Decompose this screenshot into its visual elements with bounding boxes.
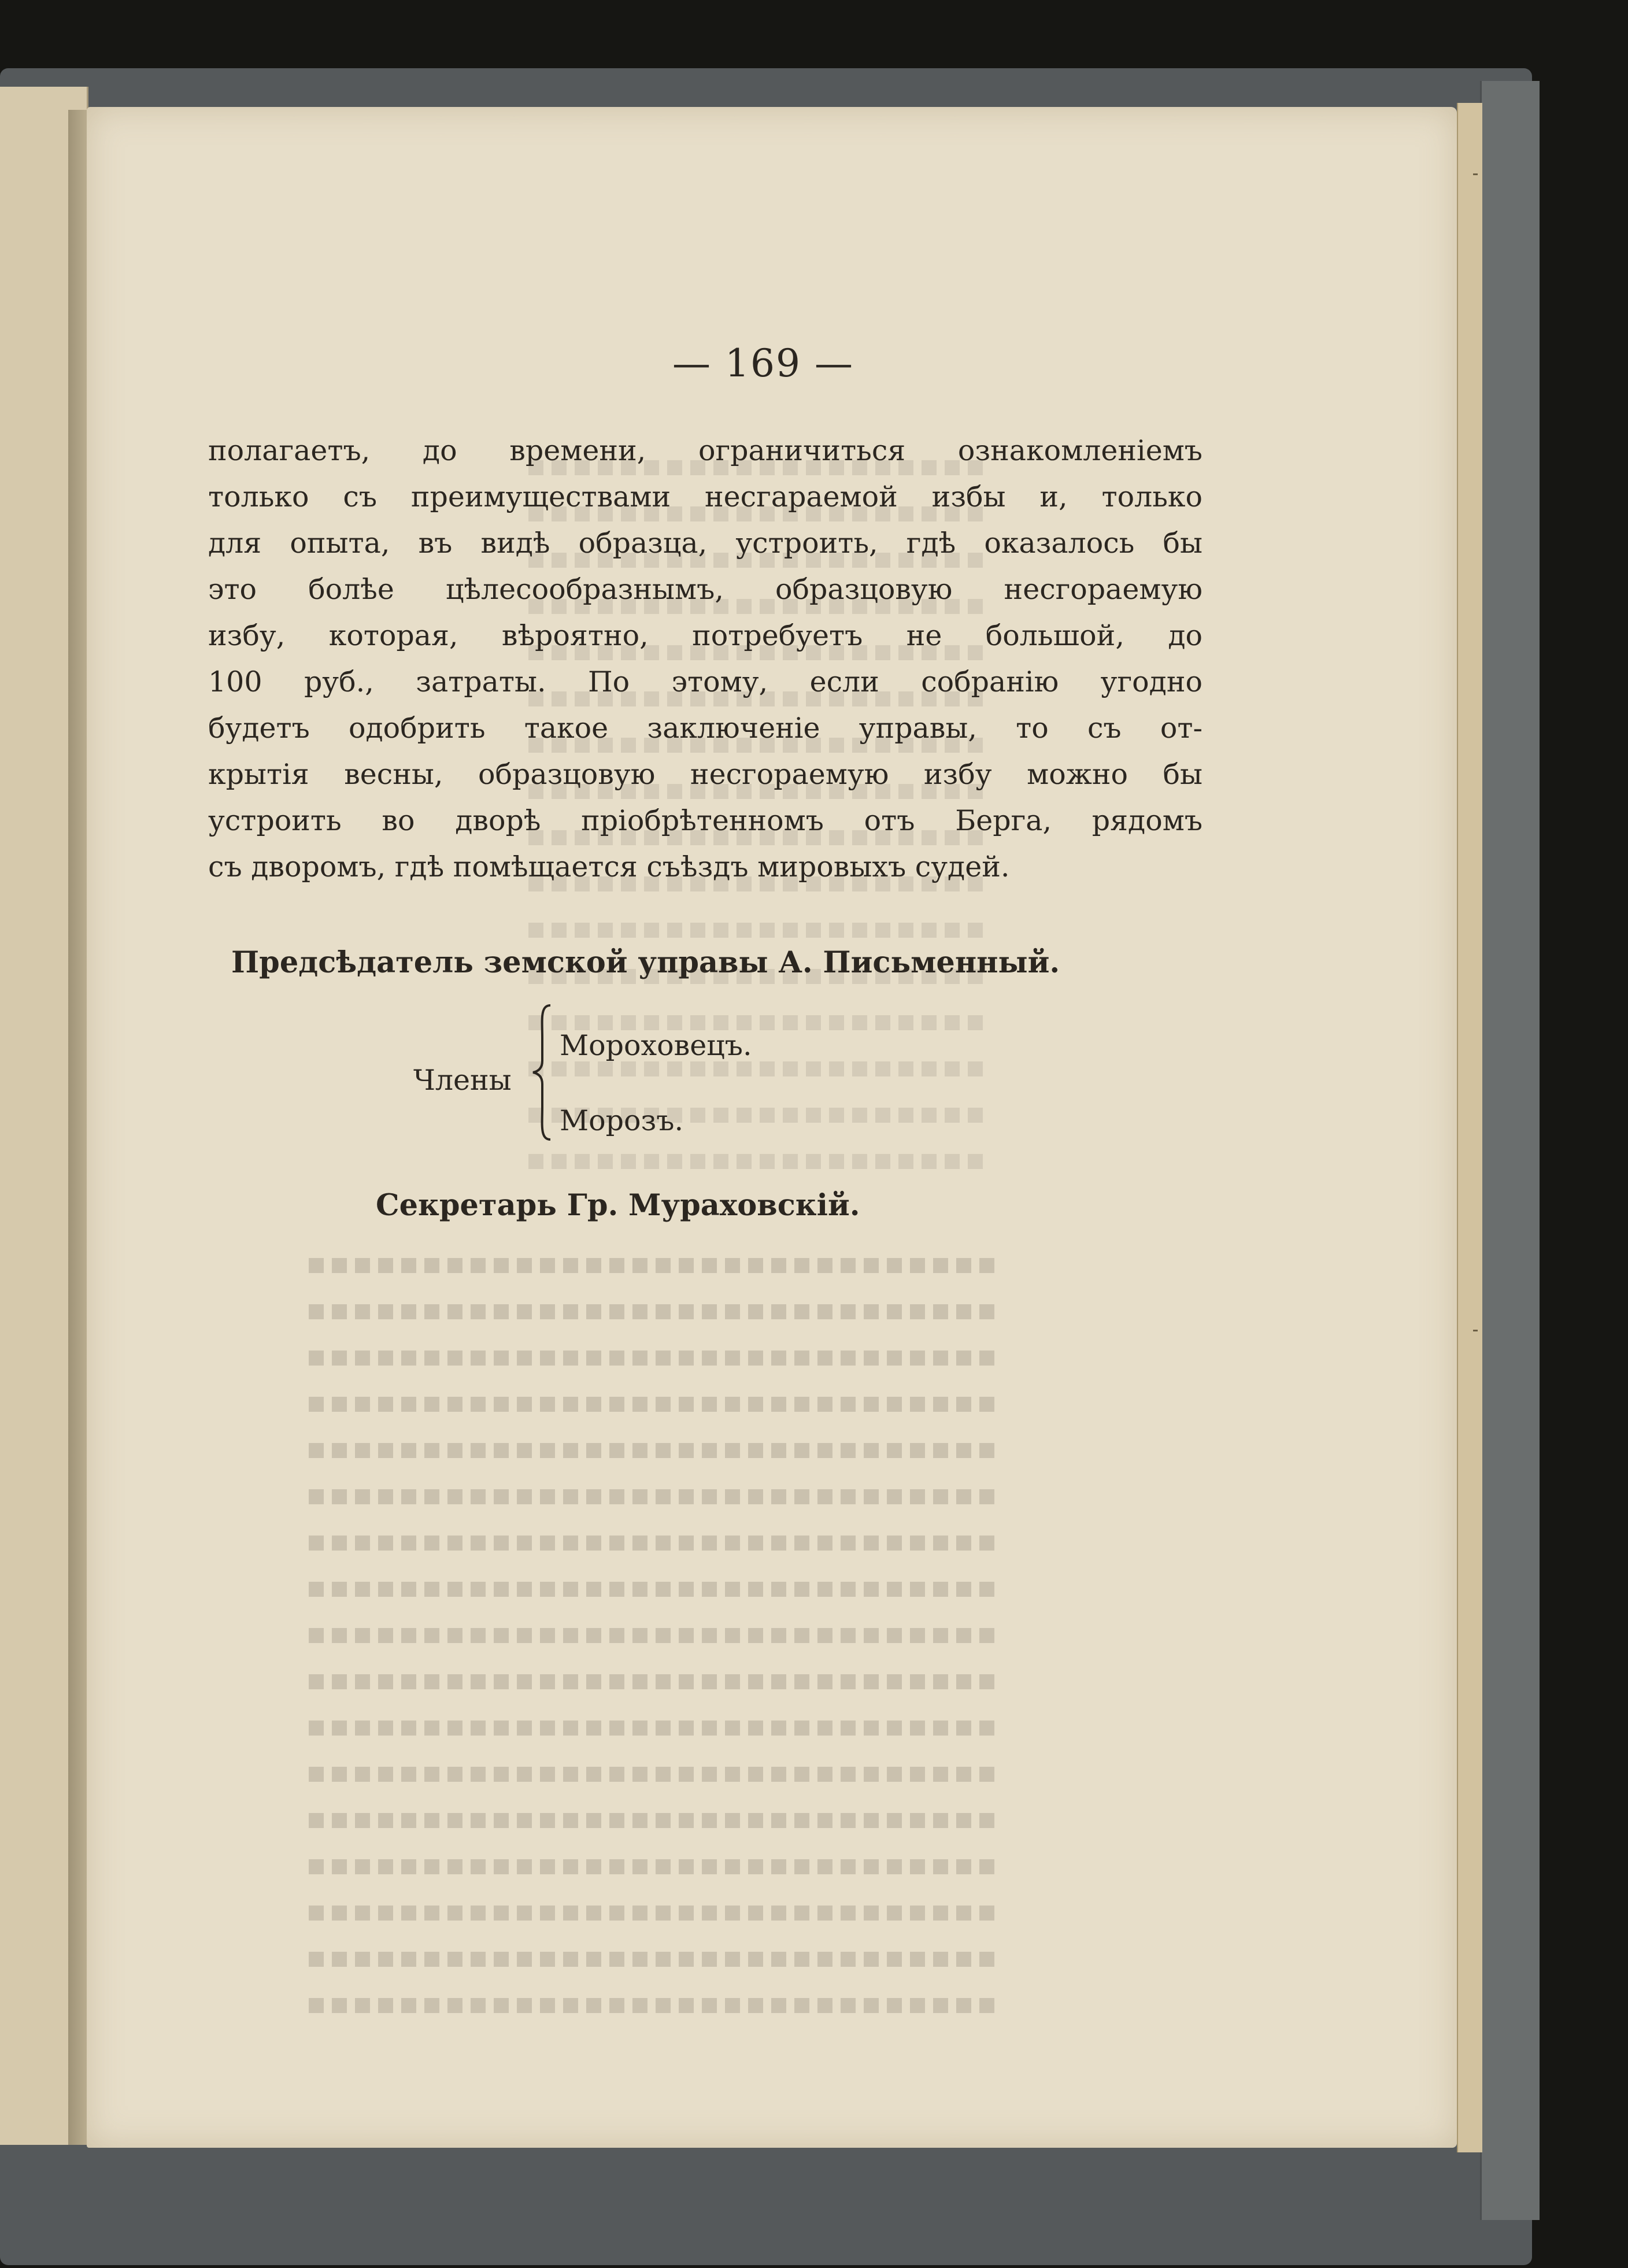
ghost-line (301, 1515, 994, 1561)
ghost-line (301, 1653, 994, 1700)
ghost-line (301, 1746, 994, 1792)
page-number: — 169 — (672, 341, 854, 386)
ghost-line (301, 1283, 994, 1330)
chairman-signature: Предсѣдатель земской управы А. Письменный. (231, 945, 1060, 980)
show-through-bottom (301, 1237, 994, 2023)
members-label: Члены (413, 1064, 512, 1097)
ghost-line (301, 1607, 994, 1653)
page-stack-edge (1457, 103, 1482, 2152)
ghost-line (301, 1237, 994, 1283)
cover-edge (1480, 81, 1540, 2220)
ghost-line (301, 1885, 994, 1931)
ghost-line (520, 1133, 983, 1179)
body-line: 100 руб., затраты. По этому, если собранію угодно (208, 665, 1202, 698)
ghost-line (301, 1330, 994, 1376)
ghost-line (520, 902, 983, 948)
body-line: полагаетъ, до времени, ограничиться ознакомленіемъ (208, 434, 1202, 467)
ghost-line (301, 1792, 994, 1838)
member-name: Морозъ. (560, 1104, 684, 1137)
body-line: будетъ одобрить такое заключеніе управы, то съ от- (208, 712, 1202, 745)
body-line: это болѣе цѣлесообразнымъ, образцовую несгораемую (208, 573, 1202, 606)
body-line: крытія весны, образцовую несгораемую избу можно бы (208, 758, 1202, 791)
curly-brace-icon (531, 1003, 554, 1142)
ghost-line (301, 1561, 994, 1607)
secretary-signature: Секретарь Гр. Мураховскій. (376, 1188, 860, 1223)
ghost-line (301, 1977, 994, 2023)
page-edge-mark (1473, 173, 1478, 175)
body-line: избу, которая, вѣроятно, потребуетъ не большой, до (208, 619, 1202, 652)
body-line: для опыта, въ видѣ образца, устроить, гдѣ оказалось бы (208, 527, 1202, 560)
ghost-line (301, 1422, 994, 1468)
body-line: съ дворомъ, гдѣ помѣщается съѣздъ мировыхъ судей. (208, 850, 1010, 883)
ghost-line (301, 1838, 994, 1885)
ghost-line (301, 1700, 994, 1746)
ghost-line (301, 1468, 994, 1515)
ghost-line (301, 1931, 994, 1977)
page-edge-mark (1473, 1330, 1478, 1331)
body-line: только съ преимуществами несгараемой избы и, только (208, 480, 1202, 513)
body-paragraph (208, 428, 1202, 890)
member-name: Мороховецъ. (560, 1029, 752, 1062)
ghost-line (301, 1376, 994, 1422)
body-line: устроить во дворѣ пріобрѣтенномъ отъ Берга, рядомъ (208, 804, 1202, 837)
